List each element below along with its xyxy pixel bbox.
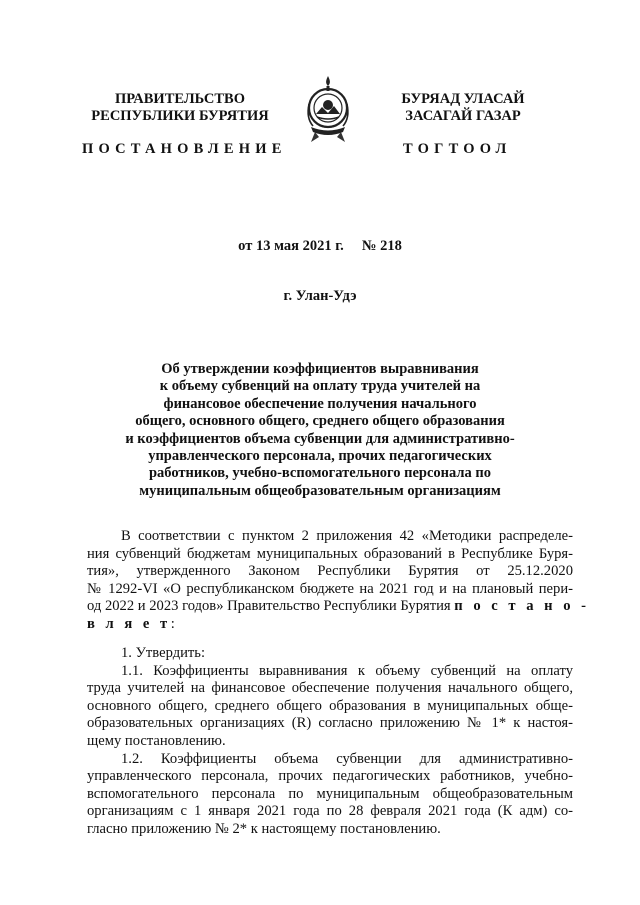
preamble-paragraph (87, 528, 590, 634)
item-1-1-line: образовательных организациях (R) согласно приложению № 1* к настоя- (87, 715, 573, 732)
header-left-line-2: РЕСПУБЛИКИ БУРЯТИЯ (91, 108, 269, 124)
item-1-2-line: 1.2. Коэффициенты объема субвенции для административно- (121, 750, 573, 767)
header-right-line-1: БУРЯАД УЛАСАЙ (401, 91, 525, 107)
decree-date-number (0, 238, 640, 255)
title-line: работников, учебно-вспомогательного персонала по (148, 465, 492, 482)
preamble-line: од 2022 и 2023 годов» Правительство Республики Бурятия (87, 598, 451, 615)
decree-label-buryat: ТОГТООЛ (403, 141, 512, 157)
item-1-2-line: управленческого персонала, прочих педагогических работников, учебно- (87, 768, 573, 785)
decree-label-russian: ПОСТАНОВЛЕНИЕ (82, 141, 287, 157)
title-line: общего, основного общего, среднего общего образования (135, 413, 505, 430)
preamble-final-line (87, 616, 573, 634)
preamble-line: № 1292-VI «О республиканском бюджете на 2021 год и на плановый пери- (87, 580, 573, 597)
header-right-line-2: ЗАСАГАЙ ГАЗАР (405, 108, 521, 124)
decree-title (100, 361, 540, 500)
item-1-2-line: организациям с 1 января 2021 года по 28 февраля 2021 года (К адм) со- (87, 803, 573, 820)
decree-emphasis: п о с т а н о - (454, 598, 590, 615)
government-name-russian (90, 91, 270, 125)
item-1-1-line: основного общего, среднего общего образования в муниципальных обще- (87, 697, 573, 714)
decree-number: № 218 (361, 238, 402, 254)
decree-city: г. Улан-Удэ (283, 288, 357, 304)
header-left-line-1: ПРАВИТЕЛЬСТВО (115, 91, 245, 107)
item-1-2-line: гласно приложению № 2* к настоящему постановлению. (87, 820, 441, 837)
title-line: и коэффициентов объема субвенции для административно- (125, 430, 515, 447)
decree-date: от 13 мая 2021 г. (238, 238, 344, 254)
resolution-items (87, 645, 573, 839)
preamble-line-with-emphasis (87, 598, 590, 616)
title-line: к объему субвенций на оплату труда учителей на (159, 378, 481, 395)
government-name-buryat (388, 91, 538, 125)
title-line: Об утверждении коэффициентов выравнивания (161, 361, 479, 377)
title-line: управленческого персонала, прочих педагогических (148, 448, 492, 465)
preamble-tail: : (170, 615, 175, 632)
title-line: финансовое обеспечение получения начального (163, 395, 477, 412)
coat-of-arms-icon (301, 74, 355, 148)
item-1-1-line: щему постановлению. (87, 732, 226, 749)
item-1-1-line: труда учителей на финансовое обеспечение получения начального общего, (87, 680, 573, 697)
item-1: 1. Утвердить: (121, 645, 206, 661)
preamble-line: тия», утвержденного Законом Республики Бурятия от 25.12.2020 (87, 563, 573, 580)
preamble-line: ния субвенций бюджетам муниципальных образований в Республике Буря- (87, 545, 573, 562)
title-line: муниципальным общеобразовательным организациям (139, 482, 501, 499)
item-1-1-line: 1.1. Коэффициенты выравнивания к объему субвенций на оплату (121, 662, 573, 679)
preamble-line: В соответствии с пунктом 2 приложения 42 «Методики распределе- (121, 528, 573, 544)
item-1-2-line: вспомогательного персонала по муниципальным общеобразовательным (87, 785, 573, 802)
decree-emphasis: в л я е т (87, 615, 171, 632)
